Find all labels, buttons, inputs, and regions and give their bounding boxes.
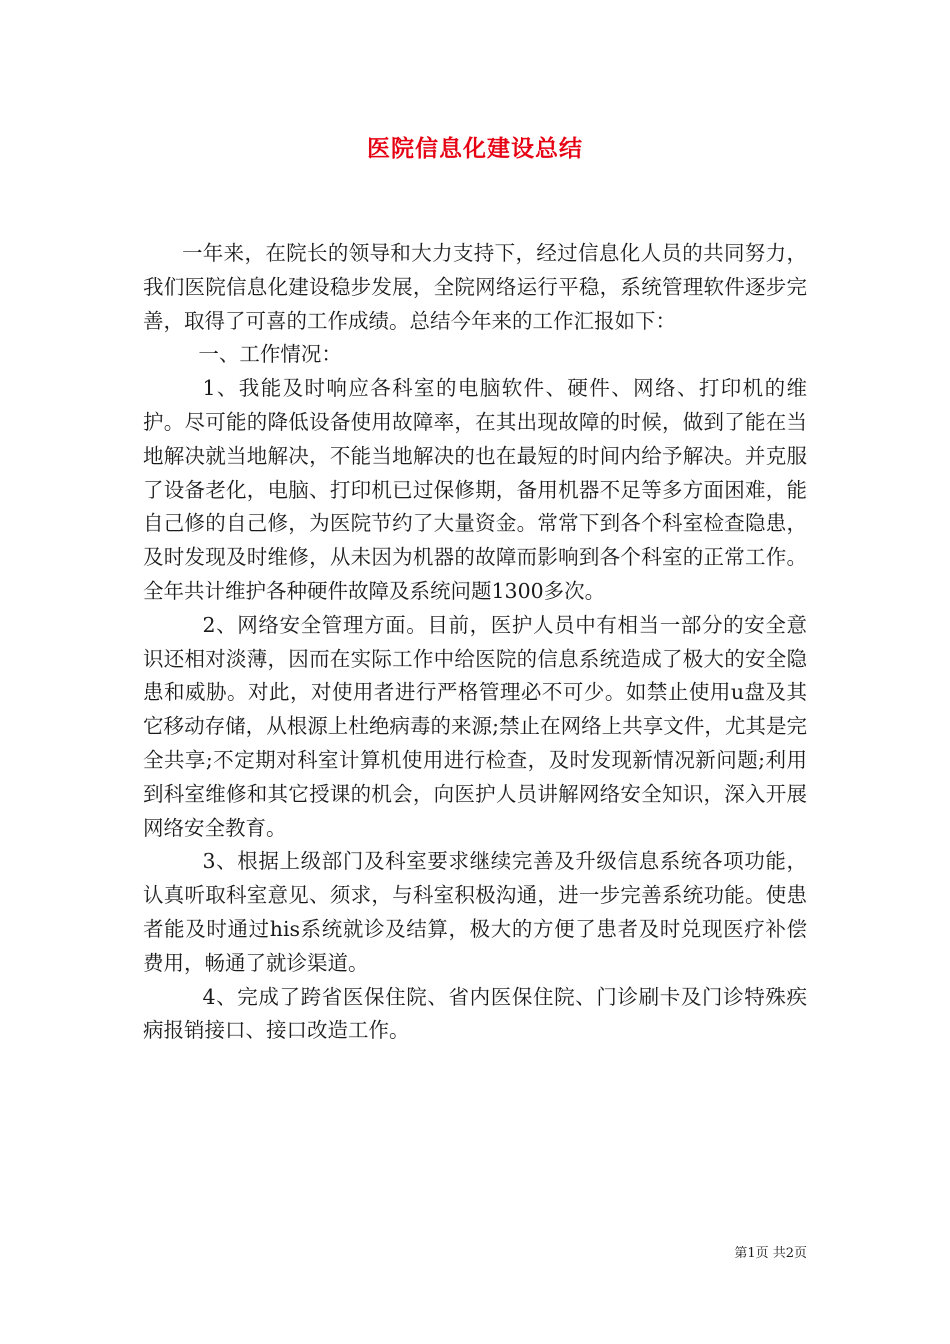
item-paragraph-4: 4、完成了跨省医保住院、省内医保住院、门诊刷卡及门诊特殊疾病报销接口、接口改造工作。 [143, 984, 807, 1043]
section-heading: 一、工作情况： [198, 342, 342, 367]
item-paragraph-1: 1、我能及时响应各科室的电脑软件、硬件、网络、打印机的维护。尽可能的降低设备使用故障率，在其出现故障的时候，做到了能在当地解决就当地解决，不能当地解决的也在最短的时间内给予解决。并克服了设备老化，电脑、打印机已过保修期，备用机器不足等多方面困难，能自己修的自己修，为医院节约了大量资金。常常下到各个科室检查隐患，及时发现及时维修，从未因为机器的故障而影响到各个科室的正常工作。全年共计维护各种硬件故障及系统问题1300多次。 [143, 376, 807, 603]
document-title: 医院信息化建设总结 [367, 136, 583, 162]
document-body [143, 237, 807, 1048]
intro-paragraph: 一年来，在院长的领导和大力支持下，经过信息化人员的共同努力，我们医院信息化建设稳步发展，全院网络运行平稳，系统管理软件逐步完善，取得了可喜的工作成绩。总结今年来的工作汇报如下： [143, 241, 807, 333]
item-paragraph-3: 3、根据上级部门及科室要求继续完善及升级信息系统各项功能，认真听取科室意见、须求，与科室积极沟通，进一步完善系统功能。使患者能及时通过his系统就诊及结算，极大的方便了患者及时兑现医疗补偿费用，畅通了就诊渠道。 [143, 849, 807, 975]
page-number: 第1页 共2页 [734, 1246, 807, 1261]
item-paragraph-2: 2、网络安全管理方面。目前，医护人员中有相当一部分的安全意识还相对淡薄，因而在实际工作中给医院的信息系统造成了极大的安全隐患和威胁。对此，对使用者进行严格管理必不可少。如禁止使用u盘及其它移动存储，从根源上杜绝病毒的来源;禁止在网络上共享文件，尤其是完全共享;不定期对科室计算机使用进行检查，及时发现新情况新问题;利用到科室维修和其它授课的机会，向医护人员讲解网络安全知识，深入开展网络安全教育。 [143, 612, 807, 840]
